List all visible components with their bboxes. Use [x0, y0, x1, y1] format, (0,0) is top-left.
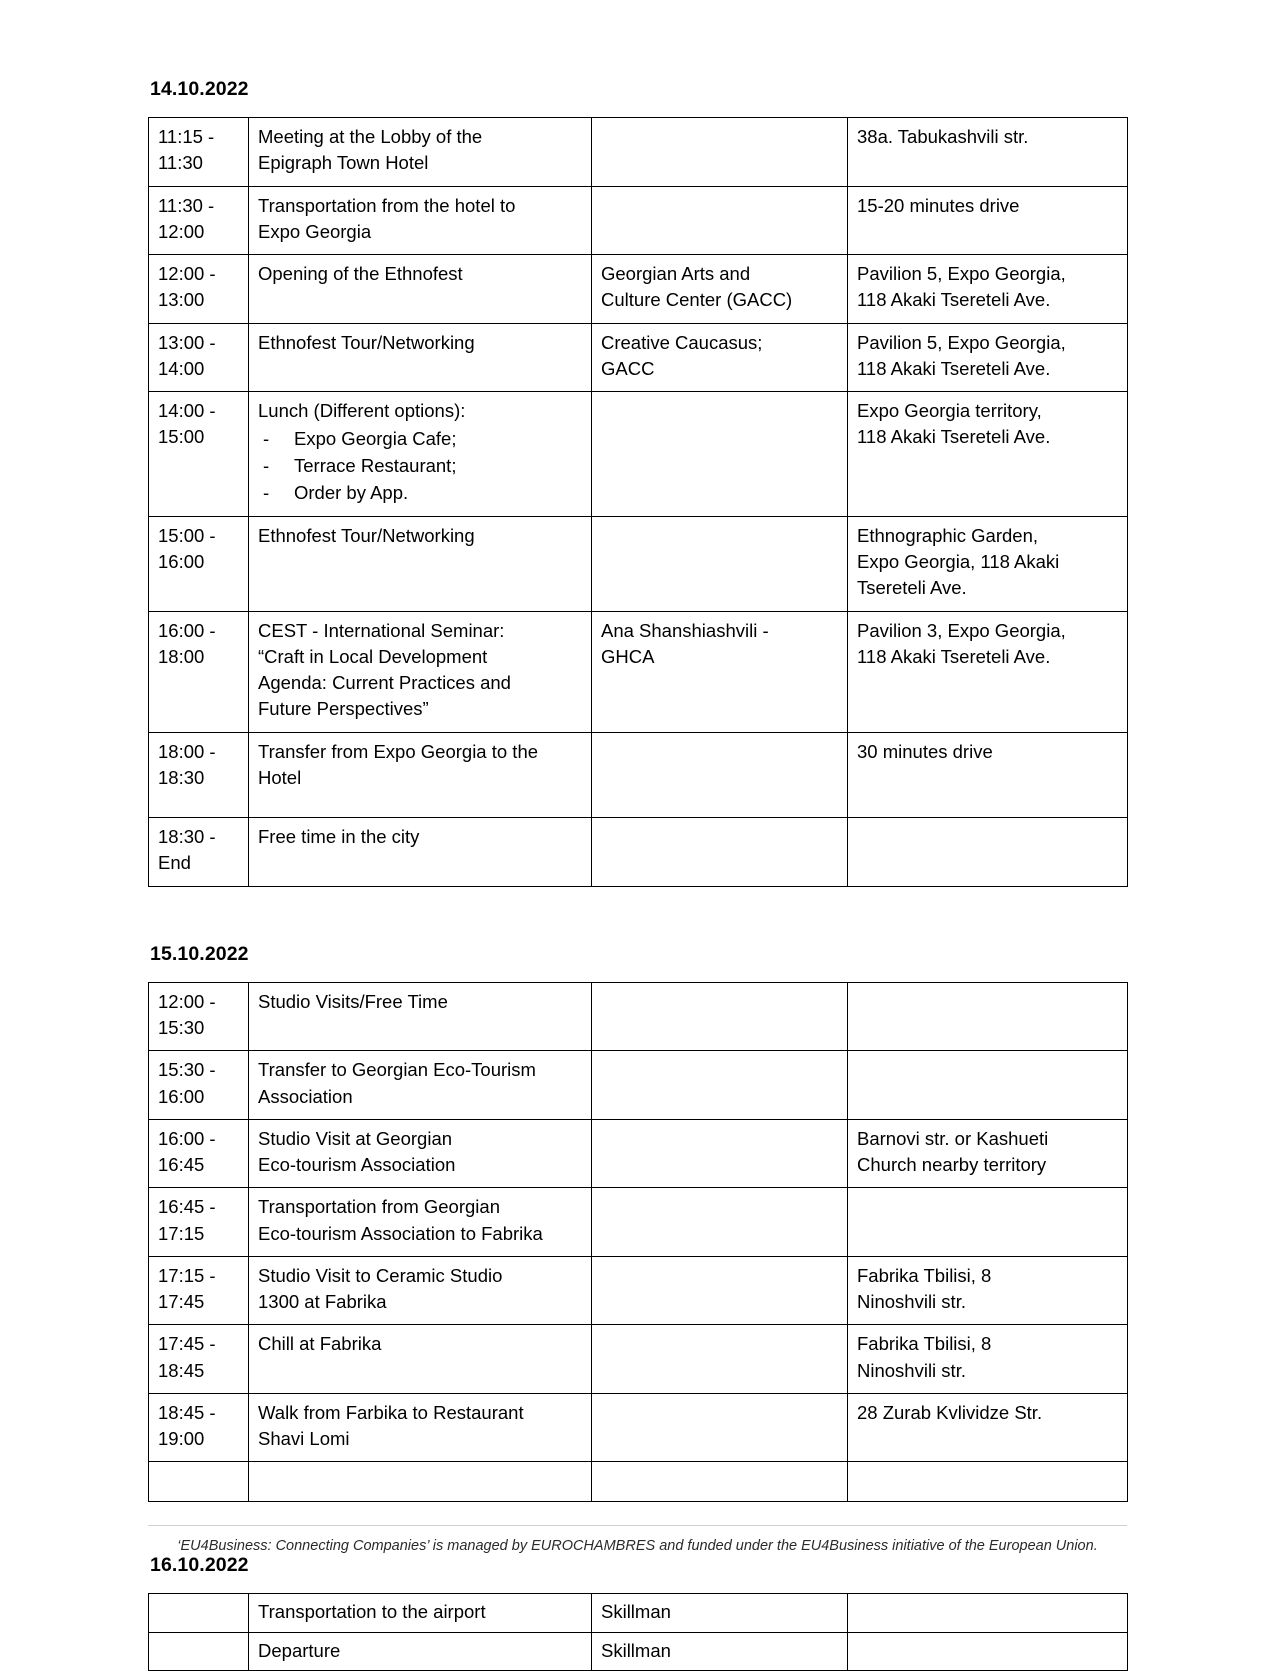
list-item: - Expo Georgia Cafe; — [258, 426, 582, 453]
cell-organizer — [592, 611, 848, 732]
cell-time — [149, 516, 249, 611]
cell-organizer — [592, 1325, 848, 1394]
activity-line-4: Future Perspectives” — [258, 698, 429, 720]
day1-schedule-table — [148, 117, 1128, 887]
cell-organizer: Skillman — [592, 1594, 848, 1632]
cell-location — [848, 1462, 1128, 1502]
cell-time — [149, 1119, 249, 1188]
cell-location — [848, 1325, 1128, 1394]
time-line-1: 16:45 - — [158, 1196, 216, 1218]
cell-location — [848, 611, 1128, 732]
list-item: - Order by App. — [258, 480, 582, 507]
cell-time — [149, 255, 249, 324]
activity-line-1: Free time in the city — [258, 826, 420, 848]
time-line-1: 12:00 - — [158, 990, 216, 1012]
day3-heading: 16.10.2022 — [150, 1554, 249, 1577]
table-row — [149, 186, 1128, 255]
table-row — [149, 1393, 1128, 1462]
table-row — [149, 732, 1128, 818]
cell-activity: Transportation to the airport — [249, 1594, 592, 1632]
time-line-1: 11:30 - — [158, 194, 215, 216]
cell-activity — [249, 323, 592, 392]
cell-location — [848, 392, 1128, 517]
cell-organizer — [592, 516, 848, 611]
cell-time — [149, 118, 249, 187]
organizer-line-1: Ana Shanshiashvili - — [601, 619, 769, 641]
table-row — [149, 255, 1128, 324]
cell-organizer — [592, 255, 848, 324]
cell-location — [848, 1594, 1128, 1632]
cell-location — [848, 118, 1128, 187]
time-line-2: 19:00 — [158, 1428, 205, 1450]
location-line-1: 30 minutes drive — [857, 740, 993, 762]
table-row — [149, 1594, 1128, 1632]
activity-line-1: Transportation from the hotel to — [258, 194, 516, 216]
table-row — [149, 1632, 1128, 1670]
cell-location — [848, 1051, 1128, 1120]
cell-time — [149, 1594, 249, 1632]
location-line-2: Ninoshvili str. — [857, 1359, 966, 1381]
cell-activity — [249, 1462, 592, 1502]
cell-organizer — [592, 323, 848, 392]
cell-location — [848, 516, 1128, 611]
table-row — [149, 1325, 1128, 1394]
location-line-1: 15-20 minutes drive — [857, 194, 1020, 216]
activity-line-1: Ethnofest Tour/Networking — [258, 524, 475, 546]
activity-line-2: “Craft in Local Development — [258, 645, 488, 667]
list-item: - Terrace Restaurant; — [258, 453, 582, 480]
cell-location — [848, 255, 1128, 324]
table-row — [149, 1188, 1128, 1257]
cell-organizer — [592, 118, 848, 187]
cell-activity — [249, 186, 592, 255]
page-footer: ‘EU4Business: Connecting Companies’ is managed by EUROCHAMBRES and funded under the EU4Business initiative of the European Union. — [148, 1525, 1127, 1554]
activity-line-2: Shavi Lomi — [258, 1428, 350, 1450]
activity-line-3: Agenda: Current Practices and — [258, 672, 511, 694]
time-line-1: 14:00 - — [158, 400, 216, 422]
lunch-title: Lunch (Different options): — [258, 400, 466, 422]
cell-activity — [249, 982, 592, 1051]
cell-location — [848, 982, 1128, 1051]
activity-line-2: Association — [258, 1085, 353, 1107]
table-row — [149, 1256, 1128, 1325]
cell-location — [848, 186, 1128, 255]
cell-activity — [249, 118, 592, 187]
cell-location — [848, 818, 1128, 887]
location-line-1: 28 Zurab Kvlividze Str. — [857, 1401, 1043, 1423]
activity-line-2: Expo Georgia — [258, 220, 372, 242]
cell-time — [149, 392, 249, 517]
organizer-line-1: Creative Caucasus; — [601, 331, 763, 353]
location-line-1: Pavilion 5, Expo Georgia, — [857, 263, 1066, 285]
time-line-2: 18:45 — [158, 1359, 205, 1381]
activity-line-1: Studio Visits/Free Time — [258, 990, 448, 1012]
cell-activity — [249, 1119, 592, 1188]
location-line-1: Pavilion 5, Expo Georgia, — [857, 331, 1066, 353]
location-line-2: 118 Akaki Tsereteli Ave. — [857, 289, 1051, 311]
location-line-1: Fabrika Tbilisi, 8 — [857, 1264, 992, 1286]
time-line-1: 18:45 - — [158, 1401, 216, 1423]
cell-organizer — [592, 732, 848, 818]
location-line-1: Fabrika Tbilisi, 8 — [857, 1333, 992, 1355]
activity-line-2: 1300 at Fabrika — [258, 1291, 387, 1313]
cell-activity — [249, 1188, 592, 1257]
cell-organizer — [592, 818, 848, 887]
table-row — [149, 982, 1128, 1051]
time-line-2: 14:00 — [158, 357, 205, 379]
time-line-2: 13:00 — [158, 289, 205, 311]
cell-time — [149, 1325, 249, 1394]
cell-location — [848, 1256, 1128, 1325]
time-line-1: 12:00 - — [158, 263, 216, 285]
organizer-line-1: Georgian Arts and — [601, 263, 751, 285]
location-line-2: Church nearby territory — [857, 1154, 1047, 1176]
location-line-1: Ethnographic Garden, — [857, 524, 1039, 546]
cell-activity — [249, 1256, 592, 1325]
cell-location — [848, 1393, 1128, 1462]
cell-activity — [249, 255, 592, 324]
table-row — [149, 516, 1128, 611]
day2-heading: 15.10.2022 — [150, 942, 249, 965]
time-line-2: 15:00 — [158, 426, 205, 448]
activity-line-2: Eco-tourism Association — [258, 1154, 456, 1176]
table-row — [149, 1119, 1128, 1188]
cell-organizer — [592, 982, 848, 1051]
day2-schedule-table — [148, 982, 1128, 1503]
organizer-line-2: Culture Center (GACC) — [601, 289, 793, 311]
cell-organizer — [592, 1462, 848, 1502]
cell-activity — [249, 1325, 592, 1394]
cell-time — [149, 1462, 249, 1502]
location-line-1: Expo Georgia territory, — [857, 400, 1042, 422]
location-line-3: Tsereteli Ave. — [857, 577, 967, 599]
location-line-2: Ninoshvili str. — [857, 1291, 966, 1313]
cell-location — [848, 323, 1128, 392]
location-line-1: Barnovi str. or Kashueti — [857, 1127, 1049, 1149]
time-line-2: 12:00 — [158, 220, 205, 242]
cell-activity — [249, 516, 592, 611]
activity-line-2: Epigraph Town Hotel — [258, 152, 429, 174]
day1-heading: 14.10.2022 — [150, 78, 249, 100]
activity-line-1: Meeting at the Lobby of the — [258, 126, 483, 147]
cell-organizer — [592, 1119, 848, 1188]
time-line-1: 11:15 - — [158, 126, 215, 147]
location-line-2: Expo Georgia, 118 Akaki — [857, 551, 1060, 573]
cell-activity — [249, 392, 592, 517]
lunch-options-list — [258, 426, 582, 506]
activity-line-1: Studio Visit to Ceramic Studio — [258, 1264, 503, 1286]
cell-time — [149, 1188, 249, 1257]
time-line-2: 18:00 — [158, 645, 205, 667]
cell-organizer — [592, 1188, 848, 1257]
time-line-1: 13:00 - — [158, 331, 216, 353]
time-line-2: 16:00 — [158, 1085, 205, 1107]
cell-location — [848, 732, 1128, 818]
cell-organizer — [592, 1393, 848, 1462]
cell-activity — [249, 1393, 592, 1462]
activity-line-1: Ethnofest Tour/Networking — [258, 331, 475, 353]
cell-time — [149, 1256, 249, 1325]
cell-activity — [249, 1051, 592, 1120]
time-line-1: 17:45 - — [158, 1333, 216, 1355]
cell-activity — [249, 611, 592, 732]
time-line-1: 15:00 - — [158, 524, 216, 546]
time-line-1: 18:30 - — [158, 826, 216, 848]
cell-organizer — [592, 1051, 848, 1120]
location-line-2: 118 Akaki Tsereteli Ave. — [857, 357, 1051, 379]
cell-organizer — [592, 186, 848, 255]
activity-line-2: Eco-tourism Association to Fabrika — [258, 1222, 543, 1244]
time-line-1: 15:30 - — [158, 1059, 216, 1081]
time-line-1: 16:00 - — [158, 1127, 216, 1149]
cell-location — [848, 1632, 1128, 1670]
activity-line-1: Walk from Farbika to Restaurant — [258, 1401, 524, 1423]
cell-time — [149, 186, 249, 255]
location-line-1: 38a. Tabukashvili str. — [857, 126, 1029, 147]
time-line-1: 16:00 - — [158, 619, 216, 641]
cell-activity — [249, 818, 592, 887]
cell-time — [149, 611, 249, 732]
time-line-1: 18:00 - — [158, 740, 216, 762]
cell-activity: Departure — [249, 1632, 592, 1670]
cell-time — [149, 1393, 249, 1462]
time-line-2: 17:15 — [158, 1222, 205, 1244]
table-row — [149, 611, 1128, 732]
activity-line-2: Hotel — [258, 766, 302, 788]
cell-time — [149, 1051, 249, 1120]
table-row — [149, 118, 1128, 187]
section-spacer — [148, 887, 1127, 943]
table-row — [149, 323, 1128, 392]
cell-time — [149, 818, 249, 887]
cell-organizer — [592, 1256, 848, 1325]
cell-location — [848, 1119, 1128, 1188]
cell-organizer: Skillman — [592, 1632, 848, 1670]
activity-line-1: Transfer to Georgian Eco-Tourism — [258, 1059, 536, 1081]
time-line-2: 16:00 — [158, 551, 205, 573]
time-line-2: 16:45 — [158, 1154, 205, 1176]
time-line-2: End — [158, 852, 191, 874]
location-line-2: 118 Akaki Tsereteli Ave. — [857, 426, 1051, 448]
location-line-1: Pavilion 3, Expo Georgia, — [857, 619, 1066, 641]
time-line-2: 11:30 — [158, 152, 203, 174]
activity-line-1: Chill at Fabrika — [258, 1333, 382, 1355]
table-row-empty — [149, 1462, 1128, 1502]
time-line-2: 17:45 — [158, 1291, 205, 1313]
time-line-2: 18:30 — [158, 766, 205, 788]
cell-time — [149, 982, 249, 1051]
activity-line-1: Transportation from Georgian — [258, 1196, 500, 1218]
table-row-lunch — [149, 392, 1128, 517]
day3-schedule-table — [148, 1593, 1128, 1671]
activity-line-1: CEST - International Seminar: — [258, 619, 505, 641]
cell-activity — [249, 732, 592, 818]
cell-time — [149, 323, 249, 392]
cell-time — [149, 732, 249, 818]
location-line-2: 118 Akaki Tsereteli Ave. — [857, 645, 1051, 667]
organizer-line-2: GHCA — [601, 645, 655, 667]
cell-organizer — [592, 392, 848, 517]
organizer-line-2: GACC — [601, 357, 655, 379]
table-row — [149, 1051, 1128, 1120]
activity-line-1: Studio Visit at Georgian — [258, 1127, 453, 1149]
activity-line-1: Transfer from Expo Georgia to the — [258, 740, 539, 762]
time-line-1: 17:15 - — [158, 1264, 216, 1286]
time-line-2: 15:30 — [158, 1017, 205, 1039]
cell-time — [149, 1632, 249, 1670]
activity-line-1: Opening of the Ethnofest — [258, 263, 463, 285]
cell-location — [848, 1188, 1128, 1257]
table-row — [149, 818, 1128, 887]
